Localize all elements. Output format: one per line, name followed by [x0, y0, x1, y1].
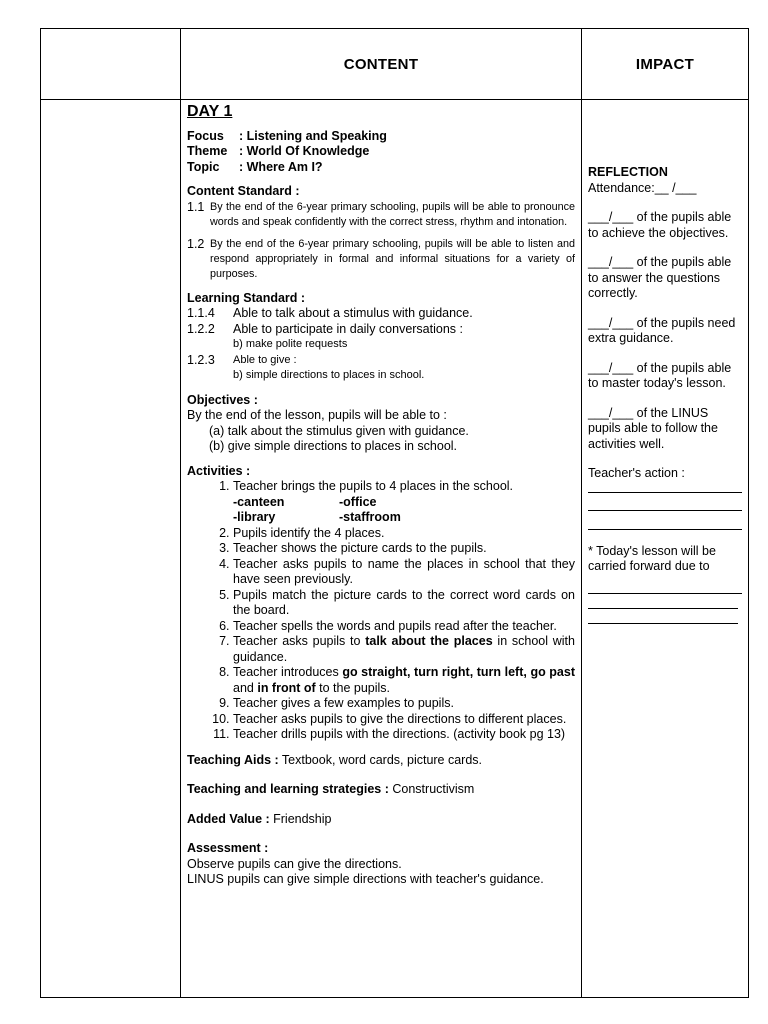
- focus-row: [187, 129, 575, 145]
- assessment-line: LINUS pupils can give simple directions with teacher's guidance.: [187, 872, 544, 886]
- theme-label: Theme: [187, 144, 228, 158]
- place-office: -office: [339, 494, 377, 509]
- list-item: 10. Teacher asks pupils to give the directions to different places.: [233, 712, 575, 728]
- list-item: 5. Pupils match the picture cards to the correct word cards on the board.: [233, 588, 575, 619]
- place-canteen: -canteen: [233, 494, 285, 509]
- standard-number: 1.1: [187, 199, 205, 214]
- impact-cell: [588, 165, 743, 624]
- added-value-value: Friendship: [269, 811, 332, 826]
- strategies-value: Constructivism: [388, 782, 475, 796]
- reflection-item: ___/___ of the LINUS pupils able to follow the activities well.: [588, 405, 718, 451]
- standard-text: By the end of the 6-year primary schooling, pupils will be able to listen and respond appropriately in formal and informal situations for a variety of purposes.: [210, 237, 575, 280]
- objective-a: (a) talk about the stimulus given with guidance.: [209, 423, 469, 438]
- list-item: [233, 665, 575, 696]
- focus-value: : Listening and Speaking: [239, 128, 387, 143]
- activity-text: Teacher asks pupils to: [233, 634, 366, 648]
- content-cell: [187, 104, 575, 888]
- content-column-header: CONTENT: [343, 55, 419, 73]
- header-divider: [41, 99, 748, 100]
- reflection-item: ___/___ of the pupils able to master today's lesson.: [588, 360, 732, 390]
- topic-row: [187, 160, 575, 176]
- blank-line: [588, 608, 738, 609]
- reflection-heading: REFLECTION: [588, 165, 668, 179]
- standard-text: By the end of the 6-year primary schooling, pupils will be able to pronounce words and speak confidently with the correct stress, rhythm and intonation.: [210, 200, 575, 228]
- list-item: 4. Teacher asks pupils to name the places in school that they have seen previously.: [233, 557, 575, 588]
- ls-text: Able to talk about a stimulus with guidance.: [233, 306, 473, 320]
- place-library: -library: [233, 510, 276, 524]
- theme-row: [187, 144, 575, 160]
- reflection-item: ___/___ of the pupils able to achieve the objectives.: [588, 210, 732, 240]
- activities-heading: Activities :: [187, 463, 251, 478]
- objectives-heading: Objectives :: [187, 392, 258, 407]
- topic-label: Topic: [187, 159, 220, 174]
- learning-standard-item: [187, 306, 575, 322]
- content-standard-item: [187, 237, 575, 282]
- focus-label: Focus: [187, 128, 224, 143]
- content-standard-heading: Content Standard :: [187, 184, 300, 198]
- list-item: 9. Teacher gives a few examples to pupils.: [233, 696, 575, 712]
- teaching-aids-value: Textbook, word cards, picture cards.: [278, 752, 483, 767]
- activity-text: Teacher introduces: [233, 665, 343, 679]
- list-item: 11. Teacher drills pupils with the directions. (activity book pg 13): [233, 727, 575, 743]
- assessment-heading: [187, 841, 575, 857]
- activity-emphasis: go straight, turn right, turn left, go past: [342, 665, 575, 679]
- ls-number: 1.2.3: [187, 352, 215, 367]
- attendance-line: Attendance:__ /___: [588, 180, 697, 195]
- blank-line: [588, 492, 742, 493]
- list-item: [233, 479, 575, 526]
- ls-text: Able to participate in daily conversations :: [233, 321, 463, 336]
- learning-standard-item: [187, 322, 575, 338]
- blank-line: [588, 623, 738, 624]
- learning-standard-heading: Learning Standard :: [187, 290, 306, 305]
- column-divider-right: [581, 29, 582, 997]
- learning-standard-item: [187, 353, 575, 369]
- places-row: [233, 510, 575, 526]
- ls-text: Able to give :: [233, 353, 297, 366]
- activities-list: [187, 479, 575, 743]
- list-item: 6. Teacher spells the words and pupils read after the teacher.: [233, 619, 575, 635]
- ls-number: 1.2.2: [187, 321, 215, 336]
- reflection-item: ___/___ of the pupils need extra guidance.: [588, 315, 736, 345]
- activity-text: to the pupils.: [315, 680, 391, 695]
- strategies-label: Teaching and learning strategies :: [187, 782, 389, 796]
- places-row: [233, 495, 575, 511]
- blank-line: [588, 510, 742, 511]
- objective-b: (b) give simple directions to places in school.: [209, 439, 458, 453]
- day-title: DAY 1: [187, 103, 233, 120]
- assessment-title: Assessment :: [187, 841, 269, 855]
- strategies-row: [187, 782, 575, 798]
- carried-forward-note: * Today's lesson will be carried forward due to: [588, 543, 716, 573]
- blank-line: [588, 529, 742, 530]
- activity-emphasis: talk about the places: [365, 634, 493, 648]
- impact-column-header: IMPACT: [635, 55, 695, 73]
- activity-emphasis: in front of: [257, 680, 316, 695]
- list-item: 3. Teacher shows the picture cards to the pupils.: [233, 541, 575, 557]
- activity-text: Teacher brings the pupils to 4 places in the school.: [233, 479, 514, 493]
- teachers-action-label: Teacher's action :: [588, 466, 685, 480]
- teaching-aids-label: Teaching Aids :: [187, 752, 279, 767]
- standard-number: 1.2: [187, 236, 205, 251]
- blank-line: [588, 593, 742, 594]
- reflection-item: ___/___ of the pupils able to answer the questions correctly.: [588, 255, 732, 300]
- list-item: 2. Pupils identify the 4 places.: [233, 526, 575, 542]
- added-value-row: [187, 812, 575, 828]
- theme-value: : World Of Knowledge: [239, 144, 370, 158]
- added-value-label: Added Value :: [187, 811, 270, 826]
- teaching-aids-row: [187, 753, 575, 769]
- ls-subitem: b) simple directions to places in school.: [233, 369, 425, 381]
- content-standard-item: [187, 200, 575, 230]
- assessment-line: Observe pupils can give the directions.: [187, 856, 402, 871]
- objectives-intro: By the end of the lesson, pupils will be able to :: [187, 408, 447, 422]
- ls-subitem: b) make polite requests: [233, 338, 348, 350]
- topic-value: : Where Am I?: [239, 159, 323, 174]
- column-divider-left: [180, 29, 181, 997]
- list-item: [233, 634, 575, 665]
- place-staffroom: -staffroom: [339, 510, 401, 524]
- ls-number: 1.1.4: [187, 306, 215, 320]
- activity-text: and: [233, 680, 258, 695]
- activity-text: in school with guidance.: [233, 634, 575, 664]
